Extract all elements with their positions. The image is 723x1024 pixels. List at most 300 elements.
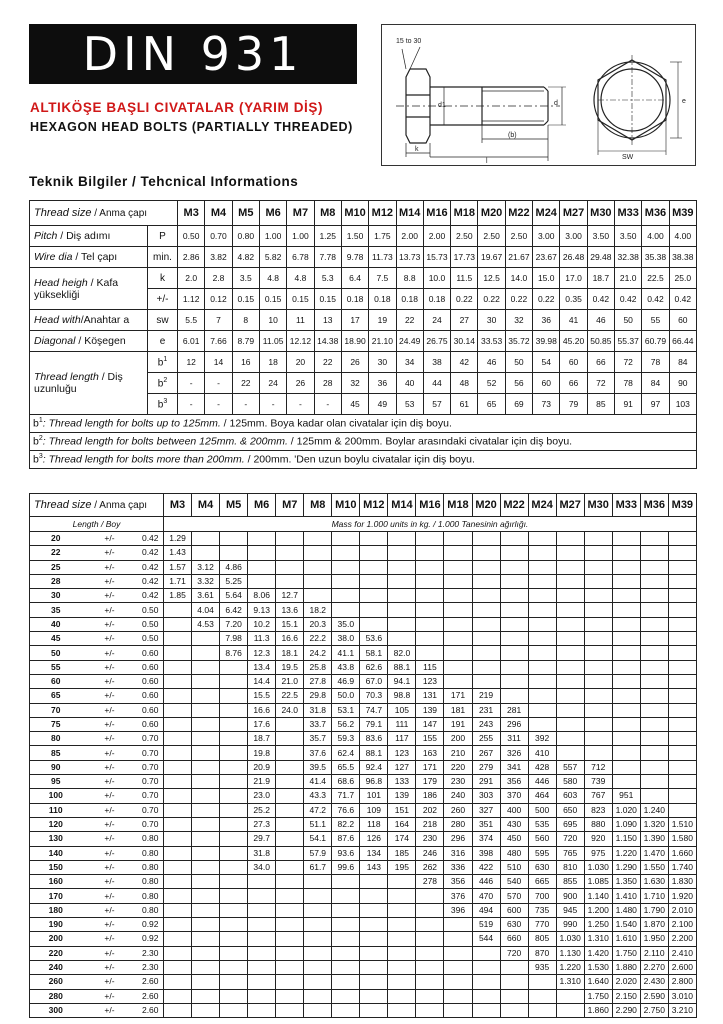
mass-cell (276, 832, 304, 846)
mass-cell (528, 703, 556, 717)
mass-cell (640, 560, 668, 574)
mass-cell (164, 832, 192, 846)
mass-cell: 535 (528, 817, 556, 831)
tech-cell: 22 (314, 352, 341, 373)
mass-cell (192, 875, 220, 889)
mass-cell (668, 589, 696, 603)
size-header: M12 (360, 494, 388, 517)
mass-cell (388, 617, 416, 631)
size-header: M12 (369, 201, 396, 226)
mass-row (30, 1003, 697, 1017)
mass-cell (584, 589, 612, 603)
mass-cell (640, 789, 668, 803)
mass-cell: 765 (556, 846, 584, 860)
tech-cell: 4.8 (259, 268, 286, 289)
mass-cell (164, 660, 192, 674)
tech-cell: 0.15 (259, 289, 286, 310)
mass-cell: 71.7 (332, 789, 360, 803)
size-header: M4 (205, 201, 232, 226)
mass-cell: 855 (556, 875, 584, 889)
size-header: M3 (178, 201, 205, 226)
mass-cell (276, 532, 304, 546)
tech-cell: 69 (505, 394, 532, 415)
tech-cell: 35.72 (505, 331, 532, 352)
mass-cell (220, 989, 248, 1003)
tech-row (30, 331, 697, 352)
mass-cell (472, 660, 500, 674)
mass-cell: 1.220 (612, 846, 640, 860)
tech-cell: 46 (587, 310, 614, 331)
mass-cell: 1.350 (612, 875, 640, 889)
mass-cell: 93.6 (332, 846, 360, 860)
tech-cell: 12 (178, 352, 205, 373)
mass-header-row (30, 494, 697, 517)
mass-cell (668, 560, 696, 574)
size-header: M4 (192, 494, 220, 517)
mass-row (30, 617, 697, 631)
tech-cell: 26.48 (560, 247, 587, 268)
tech-cell: 8.79 (232, 331, 259, 352)
label-en: Pitch (34, 230, 58, 242)
tolerance-value: 0.80 (138, 846, 164, 860)
note-text (30, 433, 697, 451)
mass-cell: 123 (388, 746, 416, 760)
mass-cell: 57.9 (304, 846, 332, 860)
mass-cell (444, 632, 472, 646)
tech-cell: 50 (505, 352, 532, 373)
mass-cell (612, 589, 640, 603)
mass-cell (444, 532, 472, 546)
mass-cell: 20.9 (248, 760, 276, 774)
mass-cell (164, 846, 192, 860)
page-title: DIN 931 (29, 24, 357, 84)
mass-cell: 163 (416, 746, 444, 760)
tech-cell: 11.5 (451, 268, 478, 289)
tolerance-symbol: +/- (82, 589, 138, 603)
mass-cell (640, 674, 668, 688)
mass-cell (220, 660, 248, 674)
mass-cell (584, 617, 612, 631)
size-header: M18 (451, 201, 478, 226)
mass-cell: 2.800 (668, 975, 696, 989)
size-header: M30 (587, 201, 614, 226)
tech-cell: 78 (615, 373, 642, 394)
tech-cell: 24 (259, 373, 286, 394)
mass-cell (192, 932, 220, 946)
mass-cell (192, 732, 220, 746)
mass-cell (304, 932, 332, 946)
mass-cell: 7.20 (220, 617, 248, 631)
tech-cell: 0.42 (642, 289, 669, 310)
mass-cell (416, 889, 444, 903)
mass-cell (668, 646, 696, 660)
mass-cell (388, 918, 416, 932)
mass-cell (528, 574, 556, 588)
mass-cell (276, 918, 304, 932)
mass-cell: 311 (500, 732, 528, 746)
mass-cell (192, 646, 220, 660)
mass-cell (668, 603, 696, 617)
tech-cell: 21.0 (615, 268, 642, 289)
mass-cell (528, 689, 556, 703)
mass-cell (220, 732, 248, 746)
tolerance-value: 0.42 (138, 532, 164, 546)
mass-cell (276, 960, 304, 974)
mass-cell (584, 732, 612, 746)
mass-cell (304, 875, 332, 889)
mass-cell: 33.7 (304, 717, 332, 731)
mass-cell: 1.630 (640, 875, 668, 889)
mass-cell: 43.3 (304, 789, 332, 803)
tech-row-label (30, 226, 148, 247)
mass-cell: 1.740 (668, 860, 696, 874)
tolerance-value: 0.92 (138, 918, 164, 932)
mass-cell: 243 (472, 717, 500, 731)
mass-cell (332, 546, 360, 560)
tech-cell: 36 (369, 373, 396, 394)
mass-cell (304, 903, 332, 917)
mass-row (30, 589, 697, 603)
mass-cell: 735 (528, 903, 556, 917)
mass-row (30, 546, 697, 560)
mass-cell: 316 (444, 846, 472, 860)
mass-cell (416, 532, 444, 546)
mass-cell (332, 960, 360, 974)
tech-cell: - (232, 394, 259, 415)
mass-cell (612, 732, 640, 746)
mass-cell (164, 889, 192, 903)
mass-cell: 2.150 (612, 989, 640, 1003)
symbol-sup: 1 (163, 355, 168, 363)
mass-cell (500, 975, 528, 989)
tolerance-symbol: +/- (82, 660, 138, 674)
mass-cell (444, 946, 472, 960)
mass-row (30, 946, 697, 960)
mass-cell (164, 860, 192, 874)
length-value: 240 (30, 960, 82, 974)
note-row (30, 451, 697, 469)
mass-cell (444, 960, 472, 974)
size-header: M22 (500, 494, 528, 517)
length-value: 70 (30, 703, 82, 717)
mass-cell (276, 975, 304, 989)
tech-cell: - (259, 394, 286, 415)
mass-cell: 220 (444, 760, 472, 774)
symbol-sup: 3 (163, 397, 168, 405)
mass-cell (612, 532, 640, 546)
tech-cell: - (178, 394, 205, 415)
mass-cell (248, 574, 276, 588)
mass-cell (276, 889, 304, 903)
mass-cell (668, 632, 696, 646)
tech-row-label (30, 268, 148, 310)
mass-cell: 580 (556, 775, 584, 789)
mass-cell: 38.0 (332, 632, 360, 646)
mass-cell: 351 (472, 817, 500, 831)
tech-cell: 0.70 (205, 226, 232, 247)
mass-cell (276, 903, 304, 917)
mass-cell: 16.6 (276, 632, 304, 646)
mass-cell (528, 546, 556, 560)
tech-cell: 91 (615, 394, 642, 415)
mass-row (30, 889, 697, 903)
mass-cell (444, 560, 472, 574)
mass-cell (192, 975, 220, 989)
mass-cell: 4.53 (192, 617, 220, 631)
mass-row (30, 875, 697, 889)
tech-cell: 4.8 (287, 268, 314, 289)
mass-cell: 695 (556, 817, 584, 831)
tolerance-value: 0.80 (138, 875, 164, 889)
mass-row (30, 689, 697, 703)
tech-cell: 19.67 (478, 247, 505, 268)
mass-cell (220, 817, 248, 831)
tech-cell: 5.3 (314, 268, 341, 289)
mass-cell (164, 775, 192, 789)
tech-row-label (30, 247, 148, 268)
mass-cell (668, 732, 696, 746)
mass-cell: 739 (584, 775, 612, 789)
mass-cell: 171 (444, 689, 472, 703)
mass-cell (472, 546, 500, 560)
tech-cell: 0.42 (669, 289, 696, 310)
tech-cell: 55.37 (615, 331, 642, 352)
mass-cell (220, 932, 248, 946)
thread-size-en: Thread size (34, 498, 92, 511)
mass-cell (164, 632, 192, 646)
size-header: M6 (259, 201, 286, 226)
mass-cell (332, 875, 360, 889)
note-text (30, 415, 697, 433)
tech-cell: 33.53 (478, 331, 505, 352)
mass-cell: 19.8 (248, 746, 276, 760)
tech-cell: - (205, 394, 232, 415)
label-k: k (415, 146, 419, 153)
mass-cell (192, 789, 220, 803)
symbol-text: min. (153, 251, 172, 263)
mass-cell (192, 903, 220, 917)
mass-cell: 39.5 (304, 760, 332, 774)
tech-cell: 0.22 (505, 289, 532, 310)
mass-cell (164, 746, 192, 760)
mass-cell (640, 732, 668, 746)
mass-cell (248, 903, 276, 917)
tech-cell: 2.50 (451, 226, 478, 247)
mass-cell: 115 (416, 660, 444, 674)
tech-cell: 10 (259, 310, 286, 331)
mass-cell (192, 532, 220, 546)
mass-cell (416, 632, 444, 646)
mass-cell (528, 646, 556, 660)
mass-cell (500, 574, 528, 588)
mass-cell (556, 746, 584, 760)
symbol-text: b (157, 378, 164, 390)
tolerance-symbol: +/- (82, 946, 138, 960)
mass-cell (472, 574, 500, 588)
tech-cell: 103 (669, 394, 696, 415)
mass-cell (640, 760, 668, 774)
tech-cell: 66 (587, 352, 614, 373)
size-header: M3 (164, 494, 192, 517)
tolerance-symbol: +/- (82, 689, 138, 703)
length-value: 120 (30, 817, 82, 831)
mass-cell (416, 903, 444, 917)
mass-cell (416, 918, 444, 932)
mass-cell: 1.030 (556, 932, 584, 946)
length-value: 180 (30, 903, 82, 917)
mass-cell: 2.010 (668, 903, 696, 917)
mass-cell (220, 789, 248, 803)
subtitle-turkish: ALTIKÖŞE BAŞLI CIVATALAR (YARIM DİŞ) (30, 100, 324, 115)
mass-cell (192, 803, 220, 817)
mass-row (30, 903, 697, 917)
mass-cell: 660 (500, 932, 528, 946)
mass-cell: 279 (472, 760, 500, 774)
tolerance-value: 0.70 (138, 732, 164, 746)
label-tr: /Anahtar a (80, 314, 130, 326)
mass-cell (360, 546, 388, 560)
mass-cell: 67.0 (360, 674, 388, 688)
mass-cell (500, 603, 528, 617)
tech-cell: 73 (533, 394, 560, 415)
mass-cell (360, 574, 388, 588)
mass-cell (388, 546, 416, 560)
tech-cell: 0.50 (178, 226, 205, 247)
mass-cell (584, 703, 612, 717)
tolerance-symbol: +/- (82, 860, 138, 874)
mass-cell (556, 732, 584, 746)
note-b: b (33, 435, 39, 448)
size-header: M24 (528, 494, 556, 517)
symbol-text: +/- (156, 293, 169, 305)
mass-cell (444, 646, 472, 660)
size-header: M5 (220, 494, 248, 517)
mass-cell: 31.8 (248, 846, 276, 860)
mass-cell: 1.920 (668, 889, 696, 903)
mass-cell: 370 (500, 789, 528, 803)
mass-cell: 22.2 (304, 632, 332, 646)
mass-cell: 1.420 (584, 946, 612, 960)
tech-cell: 3.00 (533, 226, 560, 247)
mass-cell: 356 (444, 875, 472, 889)
length-value: 65 (30, 689, 82, 703)
label-tr: / Kafa yüksekliği (34, 276, 119, 301)
mass-cell: 1.085 (584, 875, 612, 889)
mass-cell: 650 (556, 803, 584, 817)
size-header: M33 (612, 494, 640, 517)
mass-cell (332, 889, 360, 903)
tech-cell: 11.73 (369, 247, 396, 268)
mass-cell (164, 717, 192, 731)
mass-cell (220, 860, 248, 874)
mass-cell (248, 532, 276, 546)
tech-cell: 53 (396, 394, 423, 415)
tech-row-symbol (148, 289, 178, 310)
tech-cell: 2.00 (423, 226, 450, 247)
tech-row (30, 352, 697, 373)
length-value: 260 (30, 975, 82, 989)
mass-cell: 560 (528, 832, 556, 846)
mass-cell (612, 660, 640, 674)
mass-cell: 1.85 (164, 589, 192, 603)
size-header: M14 (396, 201, 423, 226)
tech-row-symbol (148, 394, 178, 415)
tech-cell: 15.73 (423, 247, 450, 268)
mass-cell: 470 (472, 889, 500, 903)
mass-cell: 43.8 (332, 660, 360, 674)
mass-cell: 327 (472, 803, 500, 817)
mass-cell (472, 589, 500, 603)
mass-cell (164, 760, 192, 774)
mass-cell: 1.150 (612, 832, 640, 846)
mass-cell: 65.5 (332, 760, 360, 774)
tolerance-symbol: +/- (82, 1003, 138, 1017)
mass-cell (612, 546, 640, 560)
tolerance-value: 0.42 (138, 589, 164, 603)
note-sup: 2 (38, 435, 43, 443)
mass-cell (164, 932, 192, 946)
mass-cell (220, 760, 248, 774)
mass-cell: 18.7 (248, 732, 276, 746)
mass-cell (640, 546, 668, 560)
mass-cell (500, 532, 528, 546)
note-b: b (33, 453, 39, 466)
mass-cell: 630 (528, 860, 556, 874)
tolerance-symbol: +/- (82, 889, 138, 903)
mass-cell (276, 717, 304, 731)
mass-cell: 1.550 (640, 860, 668, 874)
mass-cell (528, 532, 556, 546)
mass-cell (556, 617, 584, 631)
mass-cell: 2.600 (668, 960, 696, 974)
mass-cell: 79.1 (360, 717, 388, 731)
mass-cell (220, 903, 248, 917)
mass-cell (640, 660, 668, 674)
tolerance-symbol: +/- (82, 960, 138, 974)
note-sup: 3 (38, 453, 43, 461)
tolerance-value: 0.60 (138, 717, 164, 731)
tech-cell: 17 (341, 310, 368, 331)
mass-row (30, 846, 697, 860)
tolerance-value: 2.30 (138, 946, 164, 960)
mass-cell: 174 (388, 832, 416, 846)
mass-cell (192, 546, 220, 560)
tech-cell: 19 (369, 310, 396, 331)
mass-cell (612, 646, 640, 660)
mass-cell (276, 946, 304, 960)
tech-cell: 54 (533, 352, 560, 373)
tech-cell: 13.73 (396, 247, 423, 268)
size-header: M30 (584, 494, 612, 517)
tech-cell: 1.25 (314, 226, 341, 247)
tech-cell: 32 (505, 310, 532, 331)
thread-size-header (30, 201, 178, 226)
tech-cell: 10.0 (423, 268, 450, 289)
tech-cell: 72 (615, 352, 642, 373)
mass-cell: 82.2 (332, 817, 360, 831)
thread-size-tr: / Anma çapı (91, 499, 148, 511)
tech-cell: 32.38 (615, 247, 642, 268)
mass-cell: 13.4 (248, 660, 276, 674)
mass-cell: 31.8 (304, 703, 332, 717)
mass-cell: 87.6 (332, 832, 360, 846)
mass-cell (164, 817, 192, 831)
mass-row (30, 989, 697, 1003)
length-value: 280 (30, 989, 82, 1003)
length-value: 220 (30, 946, 82, 960)
tolerance-symbol: +/- (82, 903, 138, 917)
mass-cell: 770 (528, 918, 556, 932)
